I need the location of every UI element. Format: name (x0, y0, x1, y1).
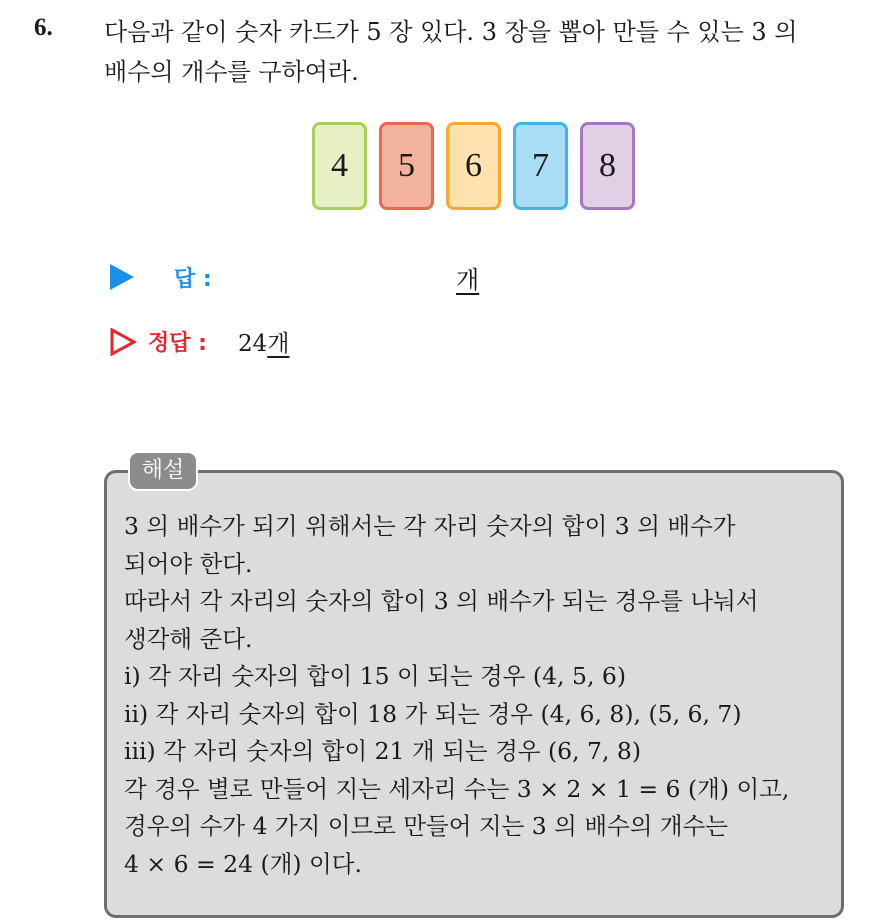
number-cards (312, 122, 635, 210)
explanation-body (124, 508, 834, 883)
explanation-line: 각 경우 별로 만들어 지는 세자리 수는 3 × 2 × 1 = 6 (개) 이고, (124, 774, 790, 803)
answer-unit: 개 (456, 266, 480, 294)
explanation-line: ⅲ) 각 자리 숫자의 합이 21 개 되는 경우 (6, 7, 8) (124, 737, 642, 765)
number-card-6: 6 (446, 122, 501, 210)
explanation-tab: 해설 (128, 451, 198, 491)
correct-answer-row (110, 322, 610, 362)
outline-play-icon (110, 328, 136, 356)
explanation-line: 3 의 배수가 되기 위해서는 각 자리 숫자의 합이 3 의 배수가 (124, 512, 736, 540)
correct-answer-value (238, 325, 290, 358)
explanation-line: 경우의 수가 4 가지 이므로 만들어 지는 3 의 배수의 개수는 (124, 812, 729, 840)
number-card-4: 4 (312, 122, 367, 210)
question-line-1: 다음과 같이 숫자 카드가 5 장 있다. 3 장을 뽑아 만들 수 있는 3 의 (104, 18, 798, 46)
number-card-7: 7 (513, 122, 568, 210)
explanation-line: 따라서 각 자리의 숫자의 합이 3 의 배수가 되는 경우를 나눠서 (124, 587, 759, 615)
question-text (104, 12, 874, 92)
explanation-line: 4 × 6 = 24 (개) 이다. (124, 849, 362, 878)
play-icon (110, 264, 134, 290)
correct-answer-number: 24 (238, 331, 268, 357)
explanation-line: ⅰ) 각 자리 숫자의 합이 15 이 되는 경우 (4, 5, 6) (124, 662, 626, 690)
explanation-line: ⅱ) 각 자리 숫자의 합이 18 가 되는 경우 (4, 6, 8), (5, 6, 7) (124, 699, 742, 728)
explanation-line: 되어야 한다. (124, 549, 253, 578)
correct-answer-label: 정답 : (148, 331, 207, 356)
answer-label: 답 : (174, 267, 212, 292)
number-card-5: 5 (379, 122, 434, 210)
correct-answer-unit: 개 (267, 331, 290, 357)
question-number: 6. (34, 14, 53, 41)
explanation-line: 생각해 준다. (124, 624, 253, 653)
number-card-8: 8 (580, 122, 635, 210)
question-line-2: 배수의 개수를 구하여라. (104, 58, 359, 86)
answer-row (110, 258, 610, 298)
